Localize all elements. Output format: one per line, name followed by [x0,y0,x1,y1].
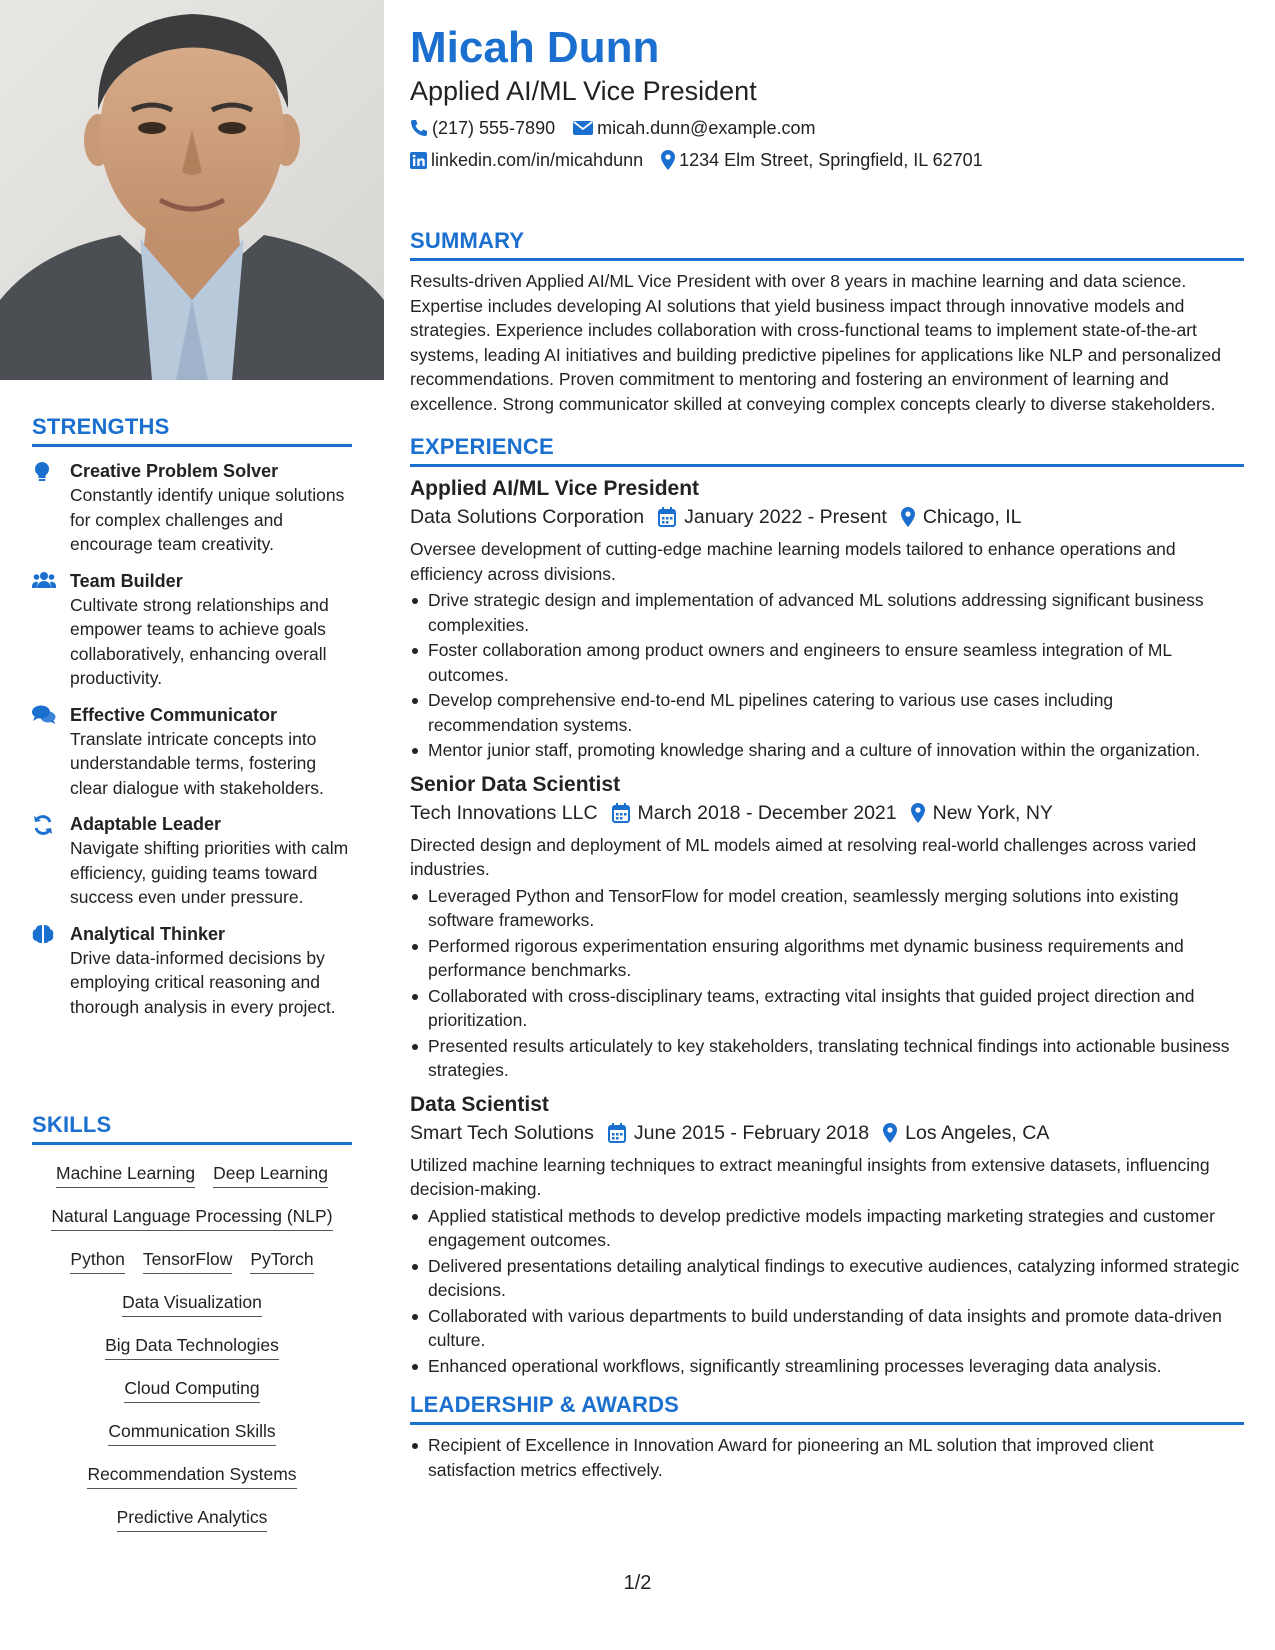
job-bullets [410,884,1244,1083]
strength-item [32,812,352,910]
address-contact [661,148,983,172]
skill-tag: Recommendation Systems [87,1462,296,1489]
contact-row [410,148,1244,172]
linkedin-text: linkedin.com/in/micahdunn [431,150,644,170]
profile-photo [0,0,384,380]
skill-tag: Communication Skills [108,1419,275,1446]
skills-section [32,1112,352,1532]
job-dates: March 2018 - December 2021 [637,801,897,824]
calendar-icon [608,1123,626,1143]
envelope-icon [573,120,593,136]
experience-heading: EXPERIENCE [410,434,1244,467]
skills-heading: SKILLS [32,1112,352,1145]
strength-item [32,922,352,1020]
job-description: Oversee development of cutting-edge machine learning models tailored to enhance operations and efficiency across divisions. [410,539,1176,584]
calendar-icon [658,507,676,527]
email-text: micah.dunn@example.com [597,118,816,138]
job-dates-wrap [658,503,887,531]
job-location: Los Angeles, CA [905,1121,1050,1144]
job-description: Directed design and deployment of ML models aimed at resolving real-world challenges across varied industries. [410,834,1197,879]
skill-tag: Natural Language Processing (NLP) [51,1204,332,1231]
job-location-wrap [901,503,1022,531]
experience-section [410,434,1244,1378]
skill-tag: Python [70,1247,124,1274]
job-company: Data Solutions Corporation [410,506,645,528]
skill-row [32,1204,352,1231]
skill-tag: Cloud Computing [124,1376,259,1403]
skill-tag: Predictive Analytics [117,1505,268,1532]
bullet-item: Mentor junior staff, promoting knowledge sharing and a culture of innovation within the organization. [410,738,1244,763]
skill-row [32,1419,352,1446]
skill-tag: Machine Learning [56,1161,195,1188]
skill-row [32,1505,352,1532]
skill-row [32,1376,352,1403]
bullet-item: Leveraged Python and TensorFlow for model creation, seamlessly merging solutions into existing software frameworks. [410,884,1244,933]
job-company: Tech Innovations LLC [410,801,598,824]
job-location-wrap [911,799,1053,827]
awards-bullets [410,1433,1244,1482]
bullet-item: Applied statistical methods to develop predictive models impacting marketing strategies and customer engagement outcomes. [410,1204,1244,1253]
strength-desc: Translate intricate concepts into understandable terms, fostering clear dialogue with stakeholders. [70,728,324,798]
job-meta [410,503,1244,531]
summary-heading: SUMMARY [410,228,1244,261]
map-pin-icon [901,507,915,527]
strength-item [32,459,352,557]
bullet-item: Performed rigorous experimentation ensuring algorithms met dynamic business requirements and performance benchmarks. [410,934,1244,983]
calendar-icon [612,803,630,823]
bullet-item: Recipient of Excellence in Innovation Award for pioneering an ML solution that improved client satisfaction metrics effectively. [410,1433,1244,1482]
job-meta [410,799,1244,827]
bullet-item: Collaborated with various departments to build understanding of data insights and promote data-driven culture. [410,1304,1244,1353]
bullet-item: Drive strategic design and implementation of advanced ML solutions addressing significant business complexities. [410,588,1244,637]
map-pin-icon [883,1123,897,1143]
page-number: 1/2 [623,1572,652,1594]
lightbulb-icon [32,459,70,557]
job-dates: January 2022 - Present [684,506,887,528]
strength-desc: Cultivate strong relationships and empower teams to achieve goals collaboratively, enhancing overall productivity. [70,594,329,688]
job-dates: June 2015 - February 2018 [633,1121,870,1144]
skill-row [32,1247,352,1274]
map-pin-icon [661,150,675,170]
job-title: Applied AI/ML Vice President [410,477,700,500]
comments-icon [32,703,70,801]
job-entry [410,475,1244,763]
candidate-name: Micah Dunn [410,23,660,72]
portrait-image [0,0,384,380]
strength-title: Effective Communicator [70,704,278,725]
strength-desc: Navigate shifting priorities with calm efficiency, guiding teams toward success even under pressure. [70,838,349,907]
job-bullets [410,588,1244,763]
job-meta [410,1119,1244,1147]
bullet-item: Presented results articulately to key stakeholders, translating technical findings into actionable business strategies. [410,1034,1244,1083]
linkedin-icon [410,152,427,169]
brain-icon [32,922,70,1020]
strength-title: Creative Problem Solver [70,461,279,481]
summary-section [410,228,1244,416]
bullet-item: Collaborated with cross-disciplinary teams, extracting vital insights that guided project direction and prioritization. [410,984,1244,1033]
sync-icon [32,812,70,910]
job-location-wrap [883,1119,1049,1147]
bullet-item: Enhanced operational workflows, significantly streamlining processes leveraging data analysis. [410,1354,1244,1379]
skill-row [32,1290,352,1317]
skill-tag: TensorFlow [143,1247,232,1274]
awards-heading: LEADERSHIP & AWARDS [410,1392,1244,1425]
skill-tag: Data Visualization [122,1290,262,1317]
job-title: Data Scientist [410,1092,549,1116]
strength-item [32,569,352,691]
strength-title: Analytical Thinker [70,923,226,944]
contact-row [410,116,1244,140]
phone-icon [410,119,428,137]
awards-section [410,1392,1244,1482]
strength-title: Adaptable Leader [70,814,222,834]
phone-contact[interactable] [410,116,555,140]
job-dates-wrap [612,799,897,827]
strength-item [32,703,352,801]
right-column [410,22,1244,1482]
address-text: 1234 Elm Street, Springfield, IL 62701 [679,150,983,170]
strength-desc: Constantly identify unique solutions for complex challenges and encourage team creativity. [70,485,345,554]
skill-tag: PyTorch [250,1247,313,1274]
job-title: Senior Data Scientist [410,772,621,796]
skill-row [32,1462,352,1489]
job-entry [410,771,1244,1083]
bullet-item: Delivered presentations detailing analytical findings to executive audiences, catalyzing informed strategic decisions. [410,1254,1244,1303]
job-bullets [410,1204,1244,1379]
skill-row [32,1333,352,1360]
job-company: Smart Tech Solutions [410,1121,594,1144]
job-dates-wrap [608,1119,869,1147]
phone-text: (217) 555-7890 [432,118,556,138]
job-location: New York, NY [932,801,1053,824]
email-contact[interactable] [573,116,815,140]
strengths-section [32,414,352,1019]
map-pin-icon [911,803,925,823]
skill-tag: Deep Learning [213,1161,328,1188]
summary-text: Results-driven Applied AI/ML Vice President with over 8 years in machine learning and data science. Expertise includes developing AI solutions that yield business impact through innovative models and strategies. Experience includes collaboration with cross-functional teams to implement state-of-the-art systems, leading AI initiatives and building predictive pipelines for applications like NLP and personalized recommendations. Proven commitment to mentoring and fostering an environment of learning and excellence. Strong communicator skilled at conveying complex concepts clearly to diverse stakeholders. [410,271,1221,414]
job-location: Chicago, IL [922,506,1022,528]
candidate-role: Applied AI/ML Vice President [410,76,757,106]
job-description: Utilized machine learning techniques to extract meaningful insights from extensive datasets, influencing decision-making. [410,1154,1210,1199]
left-column [0,0,384,1650]
skill-row [32,1161,352,1188]
job-entry [410,1091,1244,1379]
strength-desc: Drive data-informed decisions by employing critical reasoning and thorough analysis in every project. [70,947,336,1017]
users-icon [32,569,70,691]
bullet-item: Foster collaboration among product owners and engineers to ensure seamless integration of ML outcomes. [410,638,1244,687]
linkedin-contact[interactable] [410,148,643,172]
strengths-heading: STRENGTHS [32,414,352,447]
bullet-item: Develop comprehensive end-to-end ML pipelines catering to various use cases including recommendation systems. [410,688,1244,737]
strength-title: Team Builder [70,570,183,591]
skill-tag: Big Data Technologies [105,1333,279,1360]
